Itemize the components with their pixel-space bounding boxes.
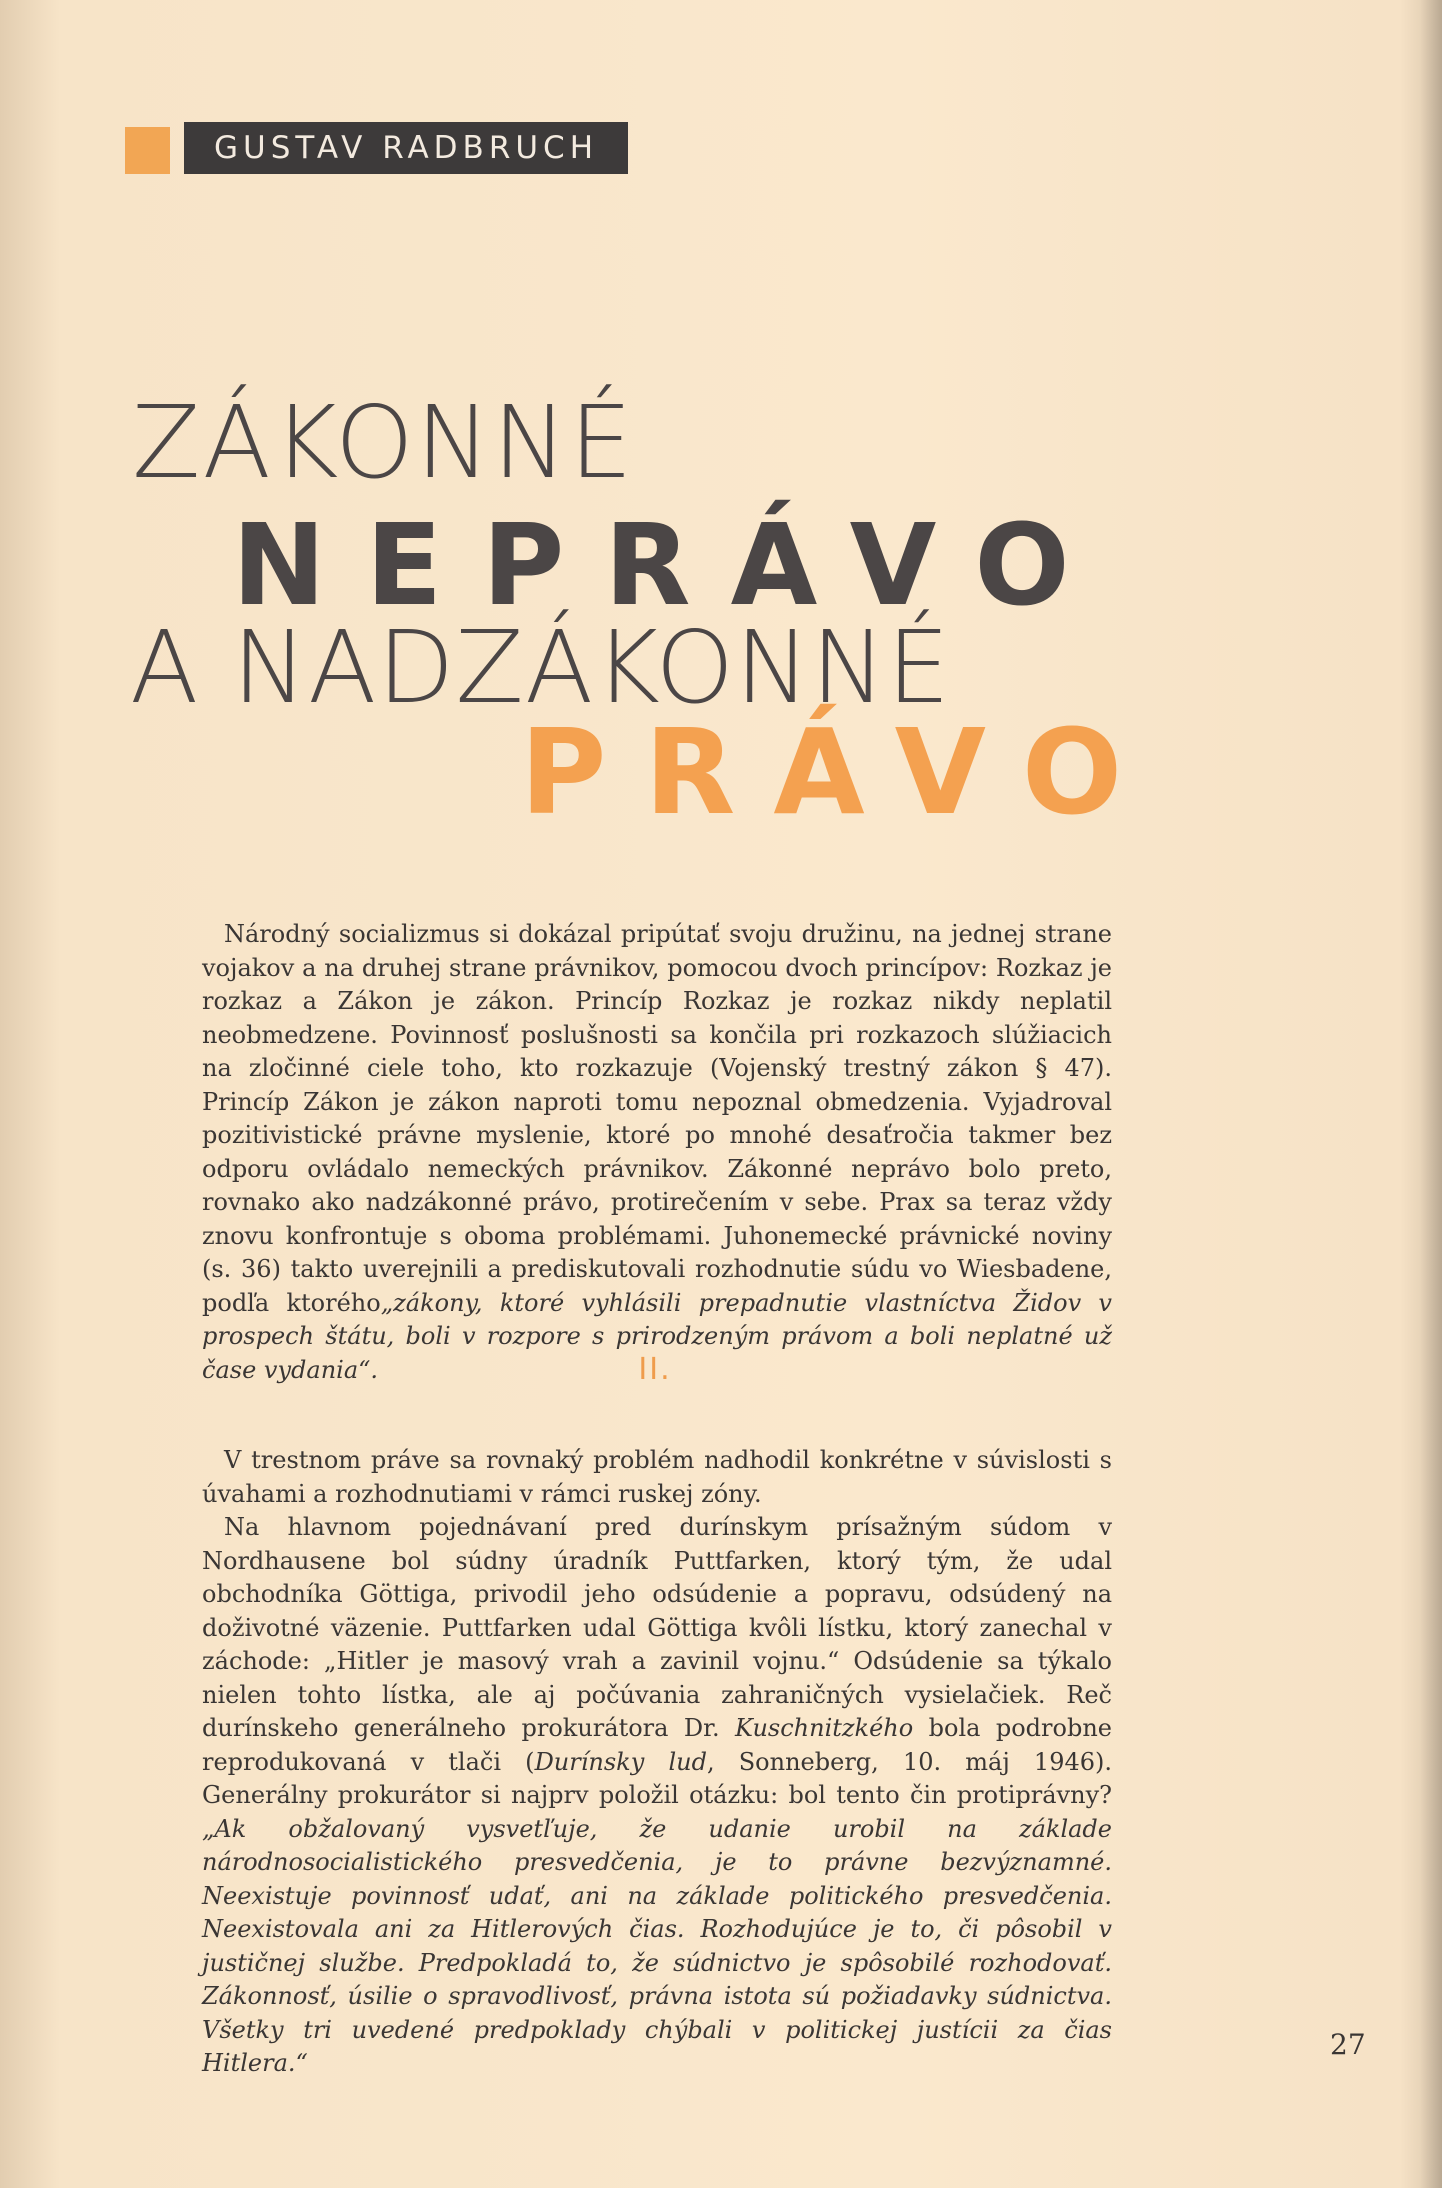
title-line-4: PRÁVO: [520, 703, 1161, 841]
paragraph-text: Národný socializmus si dokázal pripútať svoju družinu, na jednej strane vojakov a na druhej strane právnikov, pomocou dvoch princípov: Rozkaz je rozkaz a Zákon je zákon. Princíp Rozkaz je rozkaz nikdy neplatil neobmedzene. Povinnosť poslušnosti sa končila pri rozkazoch slúžiacich na zločinné ciele toho, kto rozkazuje (Vojenský trestný zákon § 47). Princíp Zákon je zákon naproti tomu nepoznal obmedzenia. Vyjadroval pozitivistické právne myslenie, ktoré po mnohé desaťročia takmer bez odporu ovládalo nemeckých právnikov. Zákonné neprávo bolo preto, rovnako ako nadzákonné právo, protirečením v sebe. Prax sa teraz vždy znovu konfrontuje s oboma problémami. Juhonemecké právnické noviny (s. 36) takto uverejnili a prediskutovali rozhodnutie súdu vo Wiesbadene, podľa ktorého: [202, 920, 1112, 1317]
section-2-text: [202, 1444, 1112, 2081]
prosecutor-quote: „Ak obžalovaný vysvetľuje, že udanie urobil na základe národnosocialistického presvedčenia, je to právne bezvýznamné. Neexistuje povinnosť udať, ani na základe politického presvedčenia. Neexistovala ani za Hitlerových čias. Rozhodujúce je to, či pôsobil v justičnej službe. Predpokladá to, že súdnictvo je spôsobilé rozhodovať. Zákonnosť, úsilie o spravodlivosť, právna istota sú požiadavky súdnictva. Všetky tri uvedené predpoklady chýbali v politickej justícii za čias Hitlera.“: [202, 1814, 1112, 2077]
paragraph-quote: „zákony, ktoré vyhlásili prepadnutie vlastníctva Židov v prospech štátu, boli v rozpore s prirodzeným právom a boli neplatné už čase vydania“.: [202, 1288, 1112, 1384]
section-number: II.: [638, 1352, 672, 1387]
header-accent-square: [125, 127, 170, 174]
page-number: 27: [1330, 2028, 1366, 2061]
section-2-paragraph-2: [202, 1511, 1112, 2081]
title-line-3: A NADZÁKONNÉ: [130, 609, 951, 726]
author-header: GUSTAV RADBRUCH: [184, 122, 628, 174]
section-1-paragraph: [202, 918, 1112, 1387]
section-1-text: [202, 918, 1112, 1387]
prosecutor-name: Kuschnitzkého: [735, 1714, 914, 1742]
paragraph-text: Na hlavnom pojednávaní pred durínskym prísažným súdom v Nordhausene bol súdny úradník Puttfarken, ktorý tým, že udal obchodníka Göttiga, privodil jeho odsúdenie a popravu, odsúdený na doživotné väzenie. Puttfarken udal Göttiga kvôli lístku, ktorý zanechal v záchode: „Hitler je masový vrah a zavinil vojnu.“ Odsúdenie sa týkalo nielen tohto lístka, ale aj počúvania zahraničných vysielačiek. Reč durínskeho generálneho prokurátora Dr.: [202, 1513, 1112, 1742]
page-edge-shadow: [1420, 0, 1442, 2188]
paragraph-text: , Sonneberg, 10. máj 1946). Generálny prokurátor si najprv položil otázku: bol tento čin protiprávny?: [202, 1747, 1112, 1809]
title-line-2: NEPRÁVO: [232, 501, 1110, 631]
title-line-1: ZÁKONNÉ: [132, 384, 635, 501]
newspaper-name: Durínsky lud: [534, 1747, 707, 1776]
paragraph-text: bola podrobne reprodukovaná v tlači (: [202, 1714, 1112, 1776]
section-2-paragraph-1: V trestnom práve sa rovnaký problém nadhodil konkrétne v súvislosti s úvahami a rozhodnutiami v rámci ruskej zóny.: [202, 1446, 1112, 1508]
